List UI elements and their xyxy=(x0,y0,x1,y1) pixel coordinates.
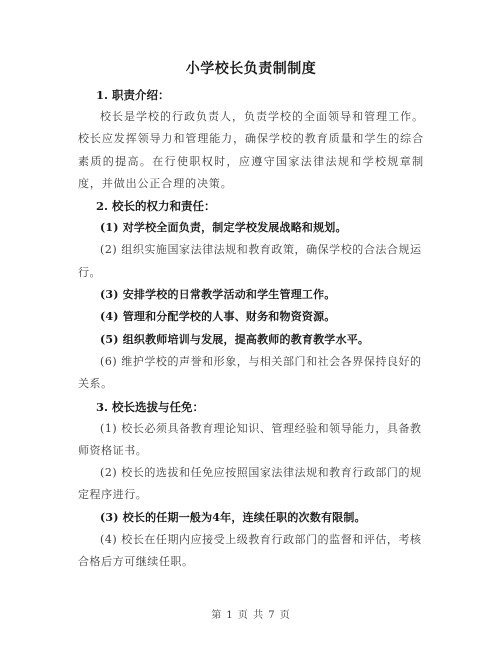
section-heading-duties: 1. 职责介绍： xyxy=(96,88,170,102)
list-item: (3) 安排学校的日常教学活动和学生管理工作。 xyxy=(100,288,336,302)
list-item: (2) 组织实施国家法律法规和教育政策，确保学校的合法合规运行。 xyxy=(78,243,422,279)
section-heading-selection: 3. 校长选拔与任免： xyxy=(96,399,205,414)
document-title: 小学校长负责制制度 xyxy=(185,61,317,77)
section-heading-powers: 2. 校长的权力和责任： xyxy=(96,199,216,214)
list-item: (2) 校长的选拔和任免应按照国家法律法规和教育行政部门的规定程序进行。 xyxy=(78,466,422,502)
list-item: (6) 维护学校的声誉和形象，与相关部门和社会各界保持良好的关系。 xyxy=(78,354,422,391)
list-item: (4) 校长在任期内应接受上级教育行政部门的监督和评估，考核合格后方可继续任职。 xyxy=(78,533,422,569)
section-paragraph-duties: 校长是学校的行政负责人，负责学校的全面领导和管理工作。校长应发挥领导力和管理能力，确保学校的教育质量和学生的综合素质的提高。在行使职权时，应遵守国家法律法规和学校规章制度，并做出公正合理的决策。 xyxy=(78,110,424,190)
document-body xyxy=(78,84,424,574)
page-indicator: 第 1 页 共 7 页 xyxy=(211,610,291,621)
list-item: (5) 组织教师培训与发展，提高教师的教育教学水平。 xyxy=(100,332,370,346)
list-item: (1) 校长必须具备教育理论知识、管理经验和领导能力，具备教师资格证书。 xyxy=(78,421,422,457)
list-item: (1) 对学校全面负责，制定学校发展战略和规划。 xyxy=(100,221,347,235)
list-item: (3) 校长的任期一般为4年，连续任职的次数有限制。 xyxy=(100,510,366,524)
list-item: (4) 管理和分配学校的人事、财务和物资资源。 xyxy=(100,310,336,324)
